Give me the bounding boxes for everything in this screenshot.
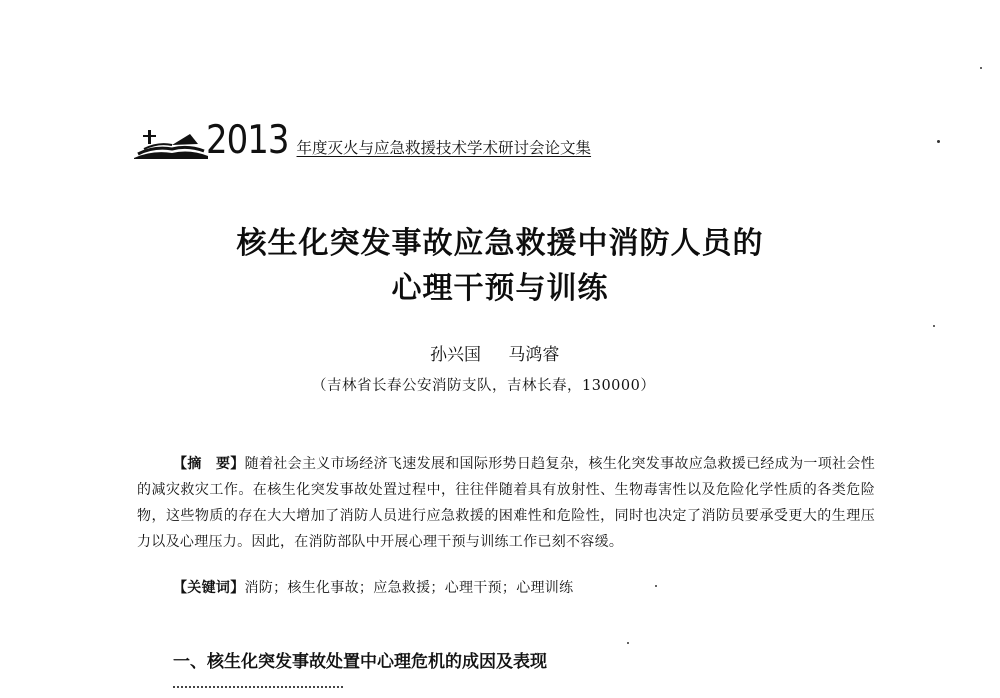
- author-list: [430, 340, 559, 365]
- section-heading: 一、核生化突发事故处置中心理危机的成因及表现: [173, 652, 547, 672]
- book-logo-icon: [132, 120, 210, 160]
- author-name: 孙兴国: [430, 345, 481, 365]
- proceedings-header: [132, 117, 592, 164]
- scan-speck: [655, 585, 657, 587]
- keywords-line: [173, 577, 573, 597]
- paper-title-line2: 心理干预与训练: [391, 271, 609, 306]
- author-name: 马鸿睿: [508, 345, 560, 365]
- abstract-paragraph: [137, 451, 875, 555]
- scan-speck: [933, 325, 935, 327]
- abstract-label: 【摘 要】: [173, 456, 245, 472]
- scan-speck: [980, 67, 982, 69]
- keywords-label: 【关键词】: [173, 580, 245, 596]
- author-affiliation: （吉林省长春公安消防支队，吉林长春，130000）: [312, 378, 656, 394]
- scan-speck: [937, 140, 940, 143]
- keywords-text: 消防；核生化事故；应急救援；心理干预；心理训练: [244, 580, 574, 596]
- proceedings-series-title: 年度灭火与应急救援技术学术研讨会论文集: [296, 139, 592, 157]
- header-year: 2013: [206, 117, 289, 164]
- abstract-text: 随着社会主义市场经济飞速发展和国际形势日趋复杂，核生化突发事故应急救援已经成为一项社会性的减灾救灾工作。在核生化突发事故处置过程中，往往伴随着具有放射性、生物毒害性以及危险化学性质的各类危险物，这些物质的存在大大增加了消防人员进行应急救援的困难性和危险性，同时也决定了消防员要承受更大的生理压力以及心理压力。因此，在消防部队中开展心理干预与训练工作已刻不容缓。: [137, 456, 875, 550]
- paper-title-line1: 核生化突发事故应急救援中消防人员的: [236, 226, 764, 261]
- cropped-text-line: [173, 686, 343, 698]
- scan-speck: [627, 642, 629, 644]
